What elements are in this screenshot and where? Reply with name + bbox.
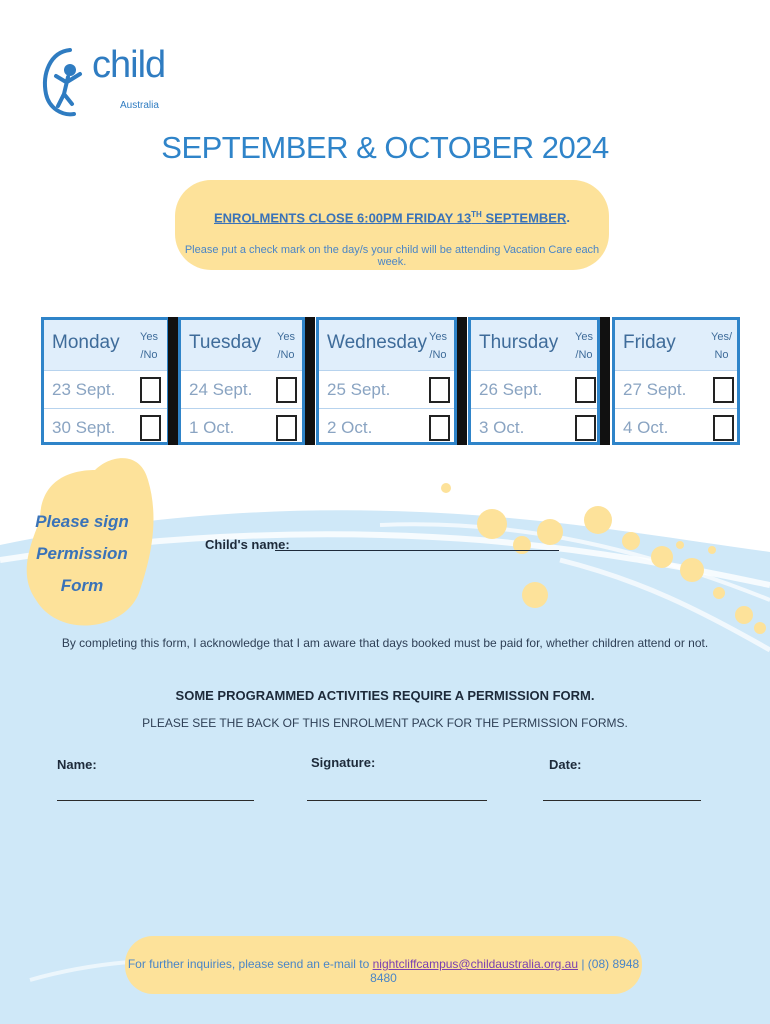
day-name: Monday (52, 332, 120, 353)
day-card-friday (612, 317, 740, 445)
column-divider (457, 317, 467, 445)
date-row (615, 370, 737, 409)
date-row (471, 408, 597, 447)
sign-permission-badge (22, 506, 142, 602)
attendance-checkbox[interactable] (575, 415, 596, 441)
badge-line1: Please sign (35, 512, 129, 531)
contact-email-link[interactable]: nightcliffcampus@childaustralia.org.au (372, 957, 579, 971)
enrolment-notice (175, 180, 609, 270)
day-card-tuesday (178, 317, 305, 445)
attendance-checkbox[interactable] (140, 415, 161, 441)
name-field[interactable] (57, 800, 254, 801)
attendance-checkbox[interactable] (429, 377, 450, 403)
date-label: 25 Sept. (327, 380, 391, 399)
name-label: Name: (57, 757, 97, 772)
attendance-checkbox[interactable] (140, 377, 161, 403)
permission-subheading: PLEASE SEE THE BACK OF THIS ENROLMENT PACK FOR THE PERMISSION FORMS. (142, 716, 628, 730)
page-title: SEPTEMBER & OCTOBER 2024 (161, 130, 609, 165)
day-name: Tuesday (189, 332, 262, 353)
acknowledgement-text: By completing this form, I acknowledge that I am aware that days booked must be paid for, whether children attend or not. (61, 636, 709, 650)
date-row (181, 370, 302, 409)
logo-subtext: Australia (120, 100, 159, 111)
column-divider (305, 317, 315, 445)
yes-label: Yes (140, 331, 158, 343)
column-divider (600, 317, 610, 445)
date-label: 23 Sept. (52, 380, 116, 399)
no-label: /No (277, 349, 295, 361)
yes-no-label (429, 328, 447, 364)
yes-no-label (140, 328, 158, 364)
child-name-field[interactable] (275, 550, 559, 551)
no-label: /No (140, 349, 158, 361)
no-label: /No (429, 349, 447, 361)
column-divider (168, 317, 178, 445)
date-row (44, 370, 167, 409)
signature-label: Signature: (311, 755, 376, 770)
permission-heading: SOME PROGRAMMED ACTIVITIES REQUIRE A PERMISSION FORM. (175, 688, 595, 703)
badge-line2: Permission Form (36, 544, 128, 595)
footer-contact (125, 936, 642, 994)
yes-label: Yes (575, 331, 593, 343)
day-card-thursday (468, 317, 600, 445)
footer-phone: | (08) 8948 8480 (370, 957, 640, 985)
date-row (181, 408, 302, 447)
deadline-text: ENROLMENTS CLOSE 6:00PM FRIDAY 13 (214, 210, 472, 226)
attendance-checkbox[interactable] (276, 415, 297, 441)
attendance-checkbox[interactable] (276, 377, 297, 403)
attendance-checkbox[interactable] (713, 415, 734, 441)
day-header (319, 320, 454, 370)
footer-prefix: For further inquiries, please send an e-mail to (127, 957, 373, 971)
signature-field[interactable] (307, 800, 487, 801)
date-label: 27 Sept. (623, 380, 687, 399)
yes-no-label (711, 328, 732, 364)
day-name: Thursday (479, 332, 559, 353)
child-figure-icon (40, 44, 90, 122)
day-card-wednesday (316, 317, 457, 445)
day-header (181, 320, 302, 370)
date-label: 26 Sept. (479, 380, 543, 399)
deadline-suffix: TH (471, 210, 482, 219)
no-label: No (714, 349, 729, 361)
date-label: 2 Oct. (327, 418, 373, 437)
logo-wordmark: child (92, 44, 166, 86)
attendance-checkbox[interactable] (713, 377, 734, 403)
date-row (319, 370, 454, 409)
yes-label: Yes/ (711, 331, 733, 343)
day-header (44, 320, 167, 370)
day-header (615, 320, 737, 370)
yes-no-label (575, 328, 593, 364)
date-label: 30 Sept. (52, 418, 116, 437)
day-name: Wednesday (327, 332, 427, 353)
no-label: /No (575, 349, 593, 361)
date-row (615, 408, 737, 447)
date-row (319, 408, 454, 447)
day-name: Friday (623, 332, 676, 353)
attendance-checkbox[interactable] (575, 377, 596, 403)
date-row (44, 408, 167, 447)
date-label: 24 Sept. (189, 380, 253, 399)
attendance-checkbox[interactable] (429, 415, 450, 441)
enrolment-instructions: Please put a check mark on the day/s your child will be attending Vacation Care each week. (184, 244, 600, 268)
day-header (471, 320, 597, 370)
footer-text (125, 957, 642, 985)
date-label: 4 Oct. (623, 418, 669, 437)
date-label: 3 Oct. (479, 418, 525, 437)
enrolment-deadline (175, 210, 609, 225)
date-label: 1 Oct. (189, 418, 235, 437)
yes-no-label (277, 328, 295, 364)
date-label-field: Date: (549, 757, 582, 772)
date-field[interactable] (543, 800, 701, 801)
child-name-label: Child's name: (205, 537, 290, 552)
yes-label: Yes (277, 331, 295, 343)
yes-label: Yes (429, 331, 447, 343)
child-australia-logo (40, 44, 170, 124)
date-row (471, 370, 597, 409)
deadline-dot: . (566, 210, 570, 226)
day-card-monday (41, 317, 170, 445)
deadline-month: SEPTEMBER (481, 210, 567, 226)
